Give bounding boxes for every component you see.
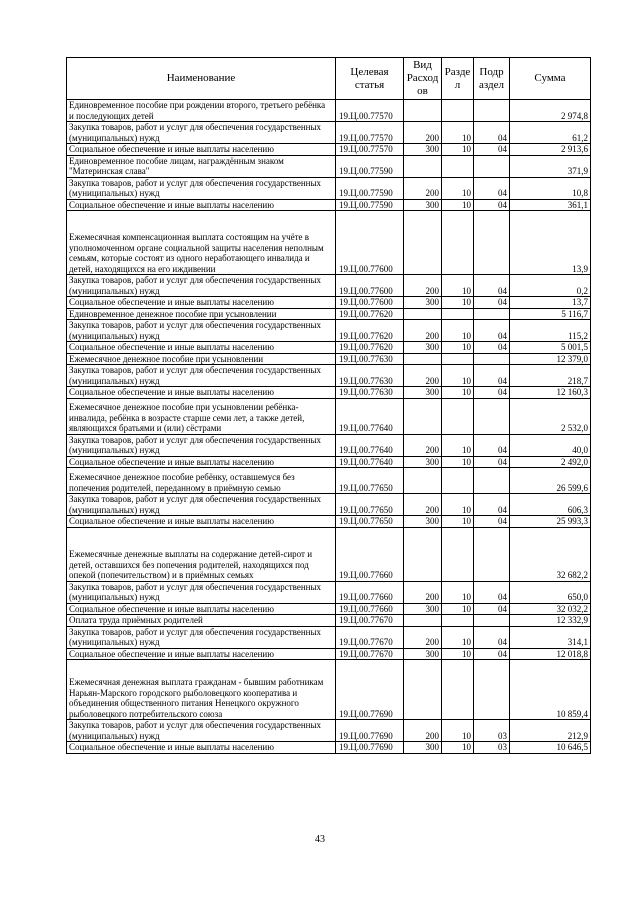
cell-razdel (442, 155, 474, 177)
table-row (67, 648, 591, 660)
table-body (67, 100, 591, 754)
cell-razdel: 10 (442, 434, 474, 456)
cell-name: Социальное обеспечение и иные выплаты населению (67, 648, 336, 660)
cell-sum: 0,2 (510, 275, 591, 297)
cell-article: 19.Ц.00.77620 (336, 342, 404, 354)
cell-vid: 300 (404, 144, 442, 156)
cell-vid: 300 (404, 742, 442, 754)
header-summa: Сумма (510, 58, 591, 100)
cell-sum: 32 032,2 (510, 603, 591, 615)
cell-razdel (442, 308, 474, 320)
cell-sum: 61,2 (510, 122, 591, 144)
table-row (67, 398, 591, 434)
table-row (67, 615, 591, 627)
cell-razdel: 10 (442, 581, 474, 603)
cell-podrazdel (474, 100, 510, 122)
cell-article: 19.Ц.00.77600 (336, 211, 404, 275)
cell-article: 19.Ц.00.77650 (336, 468, 404, 494)
cell-article: 19.Ц.00.77670 (336, 615, 404, 627)
cell-vid: 300 (404, 342, 442, 354)
cell-sum: 12 160,3 (510, 387, 591, 399)
cell-name: Социальное обеспечение и иные выплаты населению (67, 456, 336, 468)
cell-sum: 5 116,7 (510, 308, 591, 320)
cell-podrazdel: 04 (474, 516, 510, 528)
cell-name: Закупка товаров, работ и услуг для обеспечения государственных (муниципальных) нужд (67, 177, 336, 199)
cell-vid: 200 (404, 275, 442, 297)
cell-razdel: 10 (442, 742, 474, 754)
table-row (67, 434, 591, 456)
cell-article: 19.Ц.00.77640 (336, 456, 404, 468)
cell-name: Социальное обеспечение и иные выплаты населению (67, 342, 336, 354)
cell-razdel (442, 660, 474, 720)
cell-vid (404, 308, 442, 320)
table-row (67, 603, 591, 615)
cell-razdel: 10 (442, 275, 474, 297)
cell-vid: 300 (404, 297, 442, 309)
cell-article: 19.Ц.00.77620 (336, 320, 404, 342)
header-vid: Вид Расход ов (404, 58, 442, 100)
cell-sum: 212,9 (510, 720, 591, 742)
cell-name: Ежемесячные денежные выплаты на содержание детей-сирот и детей, оставшихся без попечения родителей, находящихся под опекой (попечительством) и в приёмных семьях (67, 527, 336, 581)
header-podrazdel: Подр аздел (474, 58, 510, 100)
cell-sum: 361,1 (510, 199, 591, 211)
cell-vid: 200 (404, 177, 442, 199)
cell-sum: 26 599,6 (510, 468, 591, 494)
cell-vid: 300 (404, 387, 442, 399)
cell-vid (404, 353, 442, 365)
cell-name: Ежемесячное денежное пособие ребёнку, оставшемуся без попечения родителей, переданному в приёмную семью (67, 468, 336, 494)
cell-razdel (442, 527, 474, 581)
cell-sum: 40,0 (510, 434, 591, 456)
cell-razdel: 10 (442, 320, 474, 342)
table-row (67, 581, 591, 603)
cell-sum: 12 379,0 (510, 353, 591, 365)
cell-vid (404, 527, 442, 581)
table-row (67, 122, 591, 144)
cell-podrazdel (474, 353, 510, 365)
cell-article: 19.Ц.00.77570 (336, 144, 404, 156)
table-row (67, 742, 591, 754)
table-row (67, 720, 591, 742)
cell-podrazdel: 04 (474, 342, 510, 354)
cell-podrazdel: 03 (474, 742, 510, 754)
cell-podrazdel (474, 615, 510, 627)
cell-razdel: 10 (442, 122, 474, 144)
page-number: 43 (315, 834, 325, 845)
cell-vid (404, 660, 442, 720)
cell-article: 19.Ц.00.77690 (336, 660, 404, 720)
table-row (67, 660, 591, 720)
cell-podrazdel: 04 (474, 581, 510, 603)
cell-podrazdel: 04 (474, 648, 510, 660)
table-row (67, 211, 591, 275)
cell-vid: 200 (404, 320, 442, 342)
cell-article: 19.Ц.00.77570 (336, 100, 404, 122)
table-row (67, 144, 591, 156)
cell-name: Ежемесячная компенсационная выплата состоящим на учёте в уполномоченном органе социальной защиты населения неполным семьям, которые состоят из одного неработающего инвалида и детей, находящихся на его иждивении (67, 211, 336, 275)
cell-name: Закупка товаров, работ и услуг для обеспечения государственных (муниципальных) нужд (67, 434, 336, 456)
cell-razdel: 10 (442, 199, 474, 211)
cell-sum: 2 974,8 (510, 100, 591, 122)
table-row (67, 275, 591, 297)
cell-sum: 13,9 (510, 211, 591, 275)
header-row (67, 58, 591, 100)
cell-sum: 10,8 (510, 177, 591, 199)
cell-sum: 10 859,4 (510, 660, 591, 720)
cell-article: 19.Ц.00.77640 (336, 398, 404, 434)
cell-article: 19.Ц.00.77670 (336, 648, 404, 660)
cell-podrazdel: 04 (474, 144, 510, 156)
cell-name: Закупка товаров, работ и услуг для обеспечения государственных (муниципальных) нужд (67, 494, 336, 516)
cell-vid: 200 (404, 122, 442, 144)
cell-sum: 12 018,8 (510, 648, 591, 660)
cell-podrazdel: 04 (474, 434, 510, 456)
cell-name: Закупка товаров, работ и услуг для обеспечения государственных (муниципальных) нужд (67, 581, 336, 603)
cell-podrazdel: 03 (474, 720, 510, 742)
cell-razdel: 10 (442, 516, 474, 528)
cell-razdel: 10 (442, 626, 474, 648)
cell-article: 19.Ц.00.77630 (336, 387, 404, 399)
table-row (67, 353, 591, 365)
cell-razdel (442, 211, 474, 275)
cell-sum: 650,0 (510, 581, 591, 603)
cell-vid: 300 (404, 648, 442, 660)
table-row (67, 177, 591, 199)
cell-razdel (442, 353, 474, 365)
cell-vid: 200 (404, 626, 442, 648)
cell-podrazdel: 04 (474, 387, 510, 399)
cell-name: Ежемесячное денежное пособие при усыновлении (67, 353, 336, 365)
table-row (67, 456, 591, 468)
cell-razdel (442, 615, 474, 627)
cell-podrazdel (474, 155, 510, 177)
cell-razdel: 10 (442, 177, 474, 199)
cell-name: Социальное обеспечение и иные выплаты населению (67, 144, 336, 156)
cell-vid (404, 155, 442, 177)
table-row (67, 387, 591, 399)
cell-podrazdel: 04 (474, 626, 510, 648)
cell-podrazdel: 04 (474, 320, 510, 342)
cell-razdel (442, 398, 474, 434)
cell-sum: 25 993,3 (510, 516, 591, 528)
cell-razdel (442, 100, 474, 122)
cell-article: 19.Ц.00.77600 (336, 275, 404, 297)
table-row (67, 365, 591, 387)
cell-article: 19.Ц.00.77660 (336, 527, 404, 581)
cell-name: Социальное обеспечение и иные выплаты населению (67, 297, 336, 309)
cell-name: Закупка товаров, работ и услуг для обеспечения государственных (муниципальных) нужд (67, 275, 336, 297)
cell-article: 19.Ц.00.77690 (336, 720, 404, 742)
cell-name: Социальное обеспечение и иные выплаты населению (67, 603, 336, 615)
cell-vid (404, 468, 442, 494)
cell-vid: 200 (404, 494, 442, 516)
cell-sum: 10 646,5 (510, 742, 591, 754)
cell-sum: 2 532,0 (510, 398, 591, 434)
header-article: Целевая статья (336, 58, 404, 100)
cell-vid: 200 (404, 720, 442, 742)
cell-name: Закупка товаров, работ и услуг для обеспечения государственных (муниципальных) нужд (67, 365, 336, 387)
table-row (67, 297, 591, 309)
cell-podrazdel: 04 (474, 177, 510, 199)
table-row (67, 494, 591, 516)
cell-name: Социальное обеспечение и иные выплаты населению (67, 516, 336, 528)
cell-vid: 300 (404, 603, 442, 615)
cell-sum: 2 492,0 (510, 456, 591, 468)
cell-vid: 300 (404, 199, 442, 211)
cell-name: Ежемесячная денежная выплата гражданам - бывшим работникам Нарьян-Марского городского рыболовецкого кооператива и объединения общественного питания Ненецкого окружного рыболовецкого потребительского союза (67, 660, 336, 720)
cell-razdel: 10 (442, 720, 474, 742)
cell-vid (404, 615, 442, 627)
cell-name: Закупка товаров, работ и услуг для обеспечения государственных (муниципальных) нужд (67, 122, 336, 144)
cell-sum: 371,9 (510, 155, 591, 177)
budget-table (66, 57, 591, 754)
cell-vid (404, 100, 442, 122)
cell-razdel: 10 (442, 297, 474, 309)
cell-name: Оплата труда приёмных родителей (67, 615, 336, 627)
cell-sum: 13,7 (510, 297, 591, 309)
cell-podrazdel: 04 (474, 365, 510, 387)
cell-razdel: 10 (442, 144, 474, 156)
cell-podrazdel: 04 (474, 603, 510, 615)
table-row (67, 342, 591, 354)
cell-sum: 115,2 (510, 320, 591, 342)
header-name: Наименование (67, 58, 336, 100)
cell-razdel: 10 (442, 648, 474, 660)
cell-podrazdel (474, 468, 510, 494)
cell-sum: 314,1 (510, 626, 591, 648)
cell-vid (404, 211, 442, 275)
cell-name: Закупка товаров, работ и услуг для обеспечения государственных (муниципальных) нужд (67, 320, 336, 342)
cell-podrazdel (474, 398, 510, 434)
cell-name: Социальное обеспечение и иные выплаты населению (67, 742, 336, 754)
cell-name: Закупка товаров, работ и услуг для обеспечения государственных (муниципальных) нужд (67, 626, 336, 648)
cell-razdel: 10 (442, 387, 474, 399)
cell-razdel: 10 (442, 365, 474, 387)
table-row (67, 527, 591, 581)
cell-podrazdel: 04 (474, 297, 510, 309)
table-row (67, 320, 591, 342)
cell-article: 19.Ц.00.77590 (336, 155, 404, 177)
cell-razdel: 10 (442, 494, 474, 516)
cell-vid: 200 (404, 581, 442, 603)
table-row (67, 308, 591, 320)
cell-razdel (442, 468, 474, 494)
cell-article: 19.Ц.00.77620 (336, 308, 404, 320)
cell-podrazdel (474, 527, 510, 581)
cell-podrazdel: 04 (474, 122, 510, 144)
table-row (67, 626, 591, 648)
table-row (67, 199, 591, 211)
cell-podrazdel (474, 211, 510, 275)
table-row (67, 100, 591, 122)
cell-sum: 12 332,9 (510, 615, 591, 627)
cell-podrazdel: 04 (474, 494, 510, 516)
cell-article: 19.Ц.00.77660 (336, 581, 404, 603)
cell-article: 19.Ц.00.77570 (336, 122, 404, 144)
table-row (67, 468, 591, 494)
table-row (67, 516, 591, 528)
cell-article: 19.Ц.00.77600 (336, 297, 404, 309)
cell-article: 19.Ц.00.77690 (336, 742, 404, 754)
cell-name: Социальное обеспечение и иные выплаты населению (67, 387, 336, 399)
cell-article: 19.Ц.00.77590 (336, 177, 404, 199)
cell-article: 19.Ц.00.77650 (336, 494, 404, 516)
cell-podrazdel (474, 308, 510, 320)
cell-sum: 32 682,2 (510, 527, 591, 581)
cell-vid (404, 398, 442, 434)
cell-name: Ежемесячное денежное пособие при усыновлении ребёнка-инвалида, ребёнка в возрасте старше семи лет, а также детей, являющихся братьями и (или) сёстрами (67, 398, 336, 434)
cell-article: 19.Ц.00.77630 (336, 353, 404, 365)
cell-article: 19.Ц.00.77660 (336, 603, 404, 615)
cell-sum: 606,3 (510, 494, 591, 516)
cell-podrazdel: 04 (474, 275, 510, 297)
cell-vid: 300 (404, 456, 442, 468)
cell-podrazdel (474, 660, 510, 720)
cell-article: 19.Ц.00.77590 (336, 199, 404, 211)
table-row (67, 155, 591, 177)
cell-article: 19.Ц.00.77650 (336, 516, 404, 528)
cell-name: Единовременное пособие лицам, награждённым знаком "Материнская слава" (67, 155, 336, 177)
cell-podrazdel: 04 (474, 199, 510, 211)
cell-vid: 200 (404, 434, 442, 456)
cell-razdel: 10 (442, 603, 474, 615)
cell-sum: 218,7 (510, 365, 591, 387)
header-razdel: Разде л (442, 58, 474, 100)
cell-razdel: 10 (442, 456, 474, 468)
cell-sum: 5 001,5 (510, 342, 591, 354)
cell-sum: 2 913,6 (510, 144, 591, 156)
cell-vid: 200 (404, 365, 442, 387)
cell-name: Единовременное пособие при рождении второго, третьего ребёнка и последующих детей (67, 100, 336, 122)
cell-name: Закупка товаров, работ и услуг для обеспечения государственных (муниципальных) нужд (67, 720, 336, 742)
cell-article: 19.Ц.00.77640 (336, 434, 404, 456)
cell-podrazdel: 04 (474, 456, 510, 468)
cell-razdel: 10 (442, 342, 474, 354)
cell-name: Единовременное денежное пособие при усыновлении (67, 308, 336, 320)
cell-name: Социальное обеспечение и иные выплаты населению (67, 199, 336, 211)
cell-vid: 300 (404, 516, 442, 528)
cell-article: 19.Ц.00.77670 (336, 626, 404, 648)
cell-article: 19.Ц.00.77630 (336, 365, 404, 387)
